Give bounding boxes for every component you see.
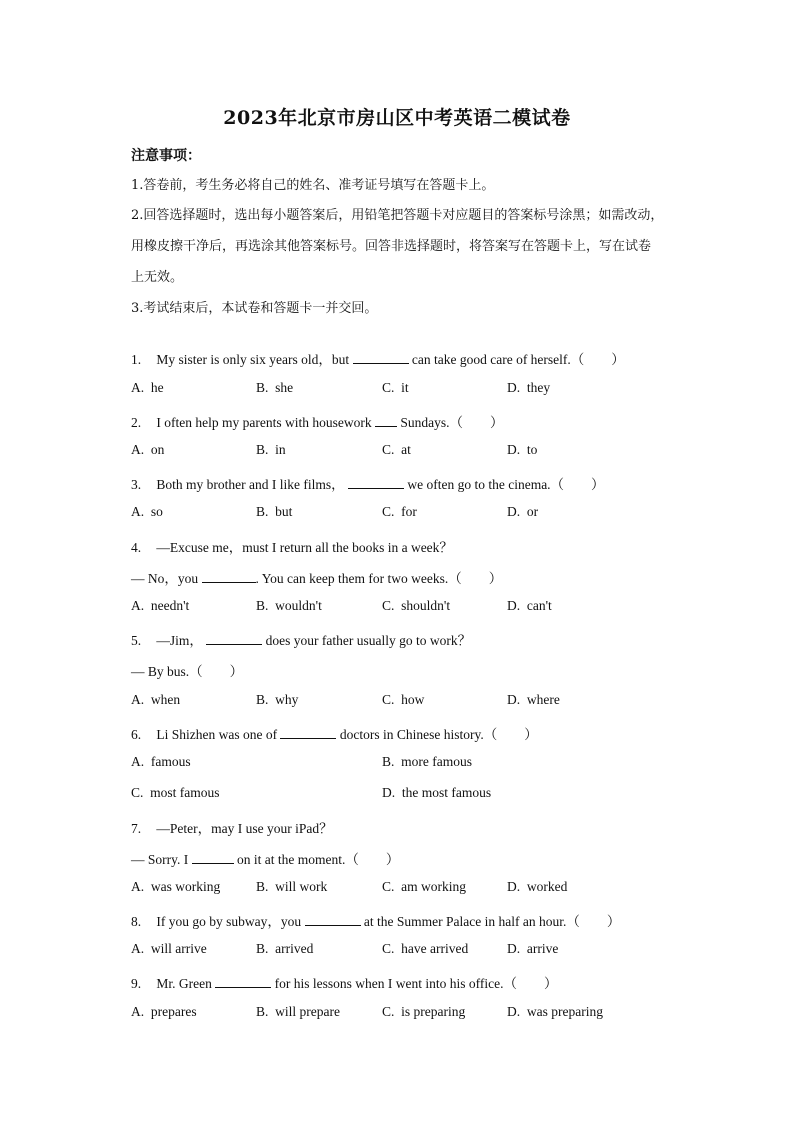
question-text-post: Sundays.（ ） (400, 415, 504, 430)
question-4 (131, 536, 453, 556)
answer-blank (215, 975, 271, 988)
question-text-pre: My sister is only six years old，but (156, 352, 350, 367)
option-c: C. am working (382, 879, 467, 894)
question-8 (131, 910, 620, 930)
option-d: D. arrive (507, 941, 559, 956)
option-b: B. arrived (256, 941, 314, 956)
option-b: B. wouldn't (256, 598, 322, 613)
notice-item-2: 2.回答选择题时，选出每小题答案后，用铅笔把答题卡对应题目的答案标号涂黑；如需改动， (131, 208, 664, 223)
option-c: C. most famous (131, 785, 220, 800)
answer-blank (375, 414, 397, 427)
answer-blank (192, 851, 234, 864)
page-title: 2023年北京市房山区中考英语二模试卷 (223, 107, 571, 129)
question-text-pre: Both my brother and I like films， (156, 477, 345, 492)
question-number: 4. (131, 540, 142, 555)
option-d: D. was preparing (507, 1004, 603, 1019)
option-b: B. more famous (382, 754, 472, 769)
option-c: C. at (382, 442, 411, 457)
notice-item-2-end: 上无效。 (131, 270, 184, 285)
question-number: 5. (131, 633, 142, 648)
question-text-line2: — By bus.（ ） (131, 664, 244, 679)
question-5 (131, 629, 471, 649)
question-1 (131, 348, 625, 368)
question-2 (131, 411, 503, 431)
question-6 (131, 723, 538, 743)
option-a: A. will arrive (131, 941, 207, 956)
question-number: 8. (131, 914, 142, 929)
option-d: D. the most famous (382, 785, 492, 800)
question-number: 9. (131, 976, 142, 991)
option-c: C. shouldn't (382, 598, 451, 613)
option-b: B. will prepare (256, 1004, 340, 1019)
question-number: 6. (131, 727, 142, 742)
option-d: D. they (507, 380, 551, 395)
notice-label: 注意事项： (131, 148, 201, 164)
question-text-post: we often go to the cinema.（ ） (407, 477, 605, 492)
notice-item-2-cont: 用橡皮擦干净后，再选涂其他答案标号。回答非选择题时，将答案写在答题卡上，写在试卷 (131, 239, 652, 254)
question-text-line1: —Peter，may I use your iPad？ (156, 821, 333, 836)
answer-blank (202, 570, 256, 583)
question-7-reply (131, 848, 399, 868)
question-5-reply (131, 660, 243, 680)
question-text-post: . You can keep them for two weeks.（ ） (255, 571, 503, 586)
answer-blank (348, 476, 404, 489)
option-a: A. when (131, 692, 181, 707)
question-text-pre: Mr. Green (156, 976, 212, 991)
question-text-pre: If you go by subway，you (156, 914, 302, 929)
question-text-pre: I often help my parents with housework (156, 415, 372, 430)
question-text-post: on it at the moment.（ ） (237, 852, 400, 867)
question-text-post: at the Summer Palace in half an hour.（ ） (363, 914, 621, 929)
question-text-pre: Li Shizhen was one of (156, 727, 278, 742)
option-a: A. was working (131, 879, 221, 894)
answer-blank (353, 351, 409, 364)
option-a: A. prepares (131, 1004, 197, 1019)
question-text-line1: —Excuse me，must I return all the books in a week？ (156, 540, 453, 555)
option-a: A. on (131, 442, 165, 457)
option-a: A. needn't (131, 598, 190, 613)
question-9 (131, 972, 557, 992)
option-a: A. famous (131, 754, 191, 769)
option-b: B. she (256, 380, 294, 395)
option-d: D. worked (507, 879, 568, 894)
question-text-post: does your father usually go to work？ (265, 633, 472, 648)
option-c: C. how (382, 692, 425, 707)
answer-blank (280, 726, 336, 739)
question-7 (131, 817, 333, 837)
option-a: A. he (131, 380, 164, 395)
question-text-post: doctors in Chinese history.（ ） (339, 727, 538, 742)
option-b: B. in (256, 442, 286, 457)
option-c: C. it (382, 380, 409, 395)
option-d: D. or (507, 504, 539, 519)
question-number: 2. (131, 415, 142, 430)
option-a: A. so (131, 504, 163, 519)
question-text-pre: — Sorry. I (131, 852, 189, 867)
option-b: B. but (256, 504, 293, 519)
notice-item-3: 3.考试结束后，本试卷和答题卡一并交回。 (131, 301, 378, 316)
question-number: 7. (131, 821, 142, 836)
option-d: D. can't (507, 598, 552, 613)
answer-blank (305, 913, 361, 926)
question-text-post: can take good care of herself.（ ） (411, 352, 625, 367)
option-d: D. where (507, 692, 560, 707)
option-c: C. have arrived (382, 941, 469, 956)
question-3 (131, 473, 605, 493)
option-c: C. is preparing (382, 1004, 466, 1019)
question-text-pre: —Jim， (156, 633, 203, 648)
option-d: D. to (507, 442, 538, 457)
question-text-pre: — No，you (131, 571, 199, 586)
option-c: C. for (382, 504, 417, 519)
notice-item-1: 1.答卷前，考生务必将自己的姓名、准考证号填写在答题卡上。 (131, 178, 495, 193)
option-b: B. will work (256, 879, 328, 894)
question-number: 3. (131, 477, 142, 492)
question-text-post: for his lessons when I went into his office.（ ） (274, 976, 558, 991)
answer-blank (206, 632, 262, 645)
question-4-reply (131, 567, 502, 587)
option-b: B. why (256, 692, 299, 707)
question-number: 1. (131, 352, 142, 367)
